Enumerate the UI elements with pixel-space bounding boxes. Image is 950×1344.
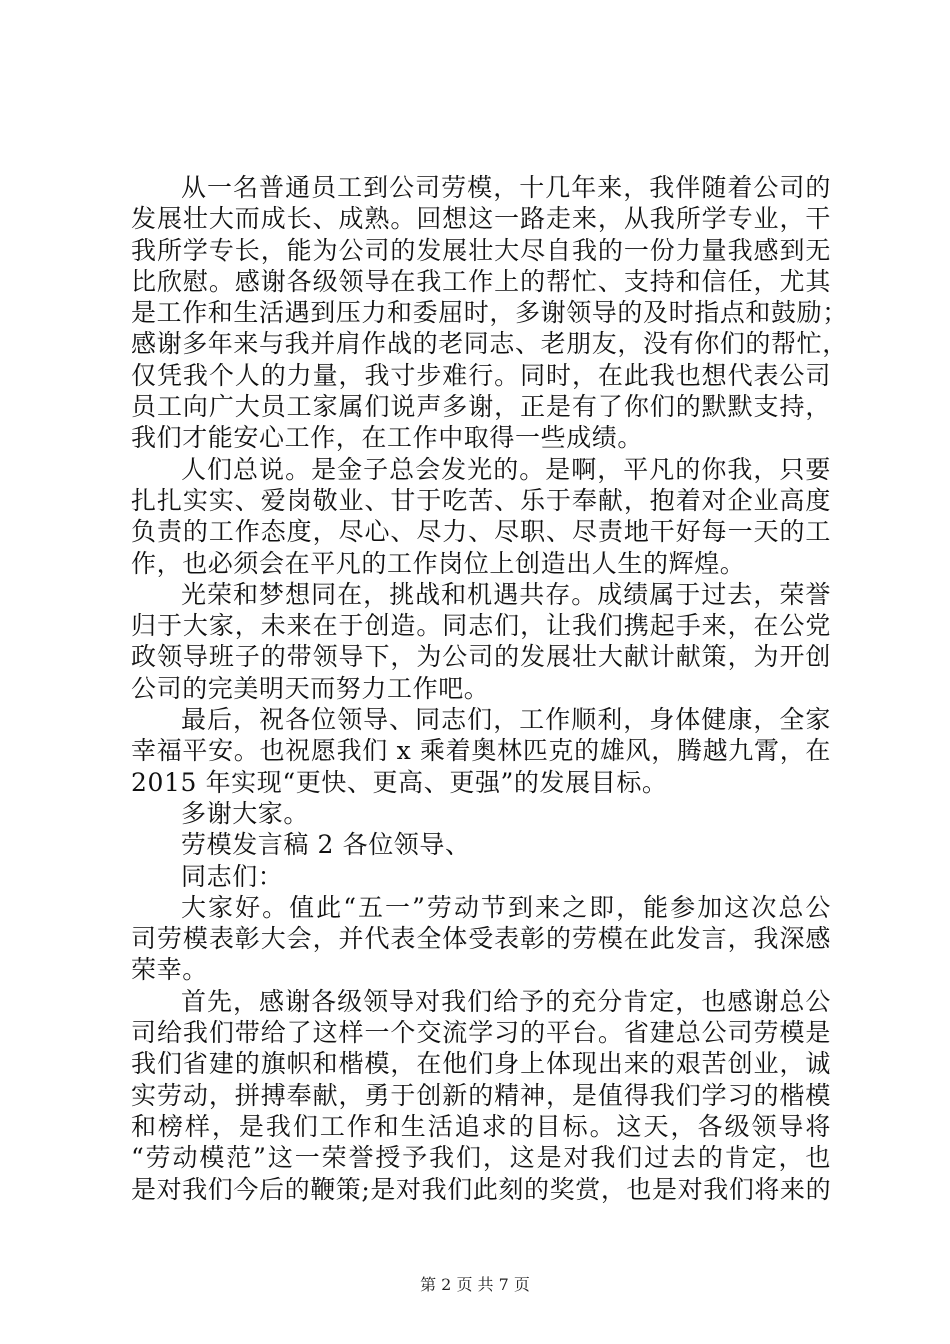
text-line: 最后，祝各位领导、同志们，工作顺利，身体健康，全家 [181, 705, 831, 735]
text-line: 员工向广大员工家属们说声多谢，正是有了你们的默默支持， [131, 392, 831, 422]
text-line: 我们省建的旗帜和楷模，在他们身上体现出来的艰苦创业，诚 [131, 1049, 831, 1079]
text-line: 归于大家，未来在于创造。同志们，让我们携起手来，在公党 [131, 611, 831, 641]
text-line: 劳模发言稿 2 各位领导、 [181, 830, 471, 860]
text-line: 扎扎实实、爱岗敬业、甘于吃苦、乐于奉献，抱着对企业高度 [131, 485, 831, 515]
text-line: 政领导班子的带领导下，为公司的发展壮大献计献策，为开创 [131, 642, 831, 672]
text-line: 作，也必须会在平凡的工作岗位上创造出人生的辉煌。 [131, 548, 746, 578]
text-line: 比欣慰。感谢各级领导在我工作上的帮忙、支持和信任，尤其 [131, 266, 831, 296]
text-line: 我们才能安心工作，在工作中取得一些成绩。 [131, 423, 644, 453]
text-line: 首先，感谢各级领导对我们给予的充分肯定，也感谢总公 [181, 986, 831, 1016]
body-text [131, 172, 848, 1205]
text-line: 司给我们带给了这样一个交流学习的平台。省建总公司劳模是 [131, 1018, 831, 1048]
text-line: 人们总说。是金子总会发光的。是啊，平凡的你我，只要 [181, 454, 831, 484]
text-line: 公司的完美明天而努力工作吧。 [131, 673, 490, 703]
text-line: 多谢大家。 [181, 798, 310, 828]
text-line: 大家好。值此“五一”劳动节到来之即，能参加这次总公 [181, 892, 831, 922]
text-line: 是对我们今后的鞭策;是对我们此刻的奖赏，也是对我们将来的 [131, 1174, 832, 1204]
text-line: 幸福平安。也祝愿我们 x 乘着奥林匹克的雄风，腾越九霄，在 [131, 736, 831, 766]
text-line: 司劳模表彰大会，并代表全体受表彰的劳模在此发言，我深感 [131, 924, 831, 954]
text-line: 同志们： [181, 861, 284, 891]
text-line: 负责的工作态度，尽心、尽力、尽职、尽责地干好每一天的工 [131, 517, 831, 547]
text-line: 是工作和生活遇到压力和委屈时，多谢领导的及时指点和鼓励； [131, 298, 848, 328]
text-line: 光荣和梦想同在，挑战和机遇共存。成绩属于过去，荣誉 [181, 579, 831, 609]
text-line: 感谢多年来与我并肩作战的老同志、老朋友，没有你们的帮忙， [131, 329, 848, 359]
text-line: 2015 年实现“更快、更高、更强”的发展目标。 [131, 767, 668, 797]
text-line: “劳动模范”这一荣誉授予我们，这是对我们过去的肯定，也 [131, 1143, 831, 1173]
text-line: 实劳动，拼搏奉献，勇于创新的精神，是值得我们学习的楷模 [131, 1080, 831, 1110]
text-line: 仅凭我个人的力量，我寸步难行。同时，在此我也想代表公司 [131, 360, 831, 390]
text-line: 荣幸。 [131, 955, 208, 985]
page-number-footer: 第 2 页 共 7 页 [420, 1275, 530, 1294]
text-line: 发展壮大而成长、成熟。回想这一路走来，从我所学专业，干 [131, 204, 831, 234]
text-line: 我所学专长，能为公司的发展壮大尽自我的一份力量我感到无 [131, 235, 831, 265]
text-line: 从一名普通员工到公司劳模，十几年来，我伴随着公司的 [181, 173, 831, 202]
text-line: 和榜样，是我们工作和生活追求的目标。这天，各级领导将 [131, 1111, 831, 1141]
